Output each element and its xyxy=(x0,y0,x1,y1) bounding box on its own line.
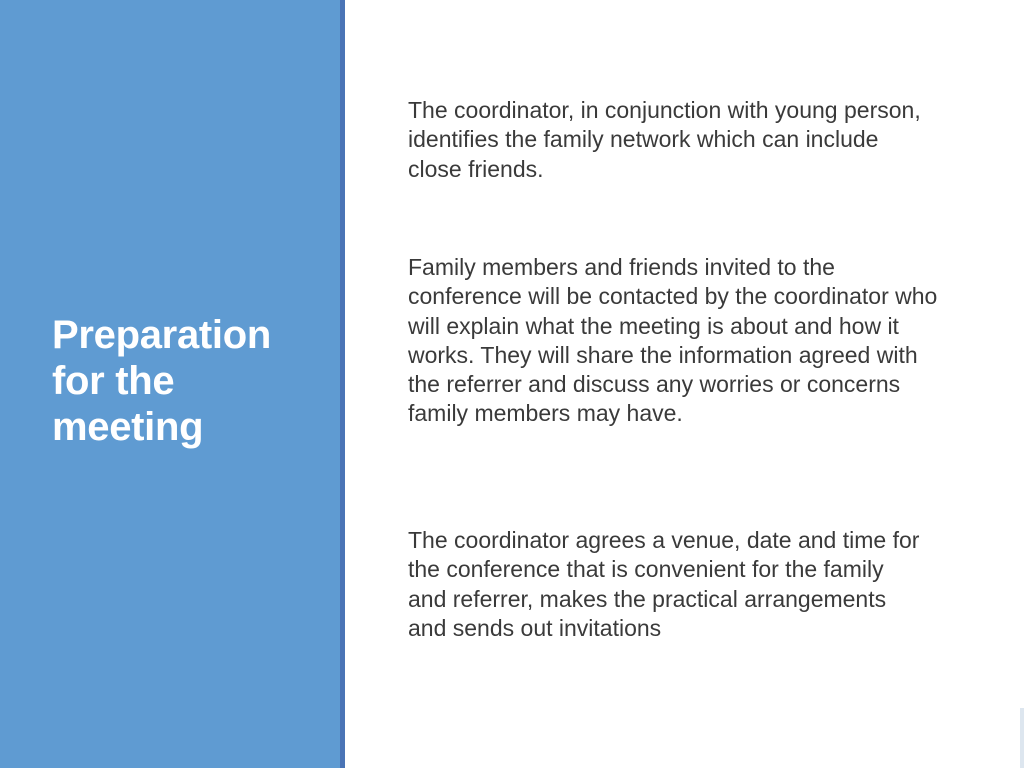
paragraph-venue-arrangements: The coordinator agrees a venue, date and time for the conference that is convenient for the family and referrer, makes the practical arrangements and sends out invitations xyxy=(408,527,920,641)
sidebar-divider xyxy=(340,0,345,768)
sidebar-panel xyxy=(0,0,340,768)
paragraph-contacting-family: Family members and friends invited to the conference will be contacted by the coordinator who will explain what the meeting is about and how it works. They will share the information agreed with the referrer and discuss any worries or concerns family members may have. xyxy=(408,254,938,427)
paragraph-family-network: The coordinator, in conjunction with young person, identifies the family network which can include close friends. xyxy=(408,97,921,182)
slide-title: Preparation for the meeting xyxy=(52,313,271,449)
slide-edge-mark xyxy=(1020,708,1024,768)
